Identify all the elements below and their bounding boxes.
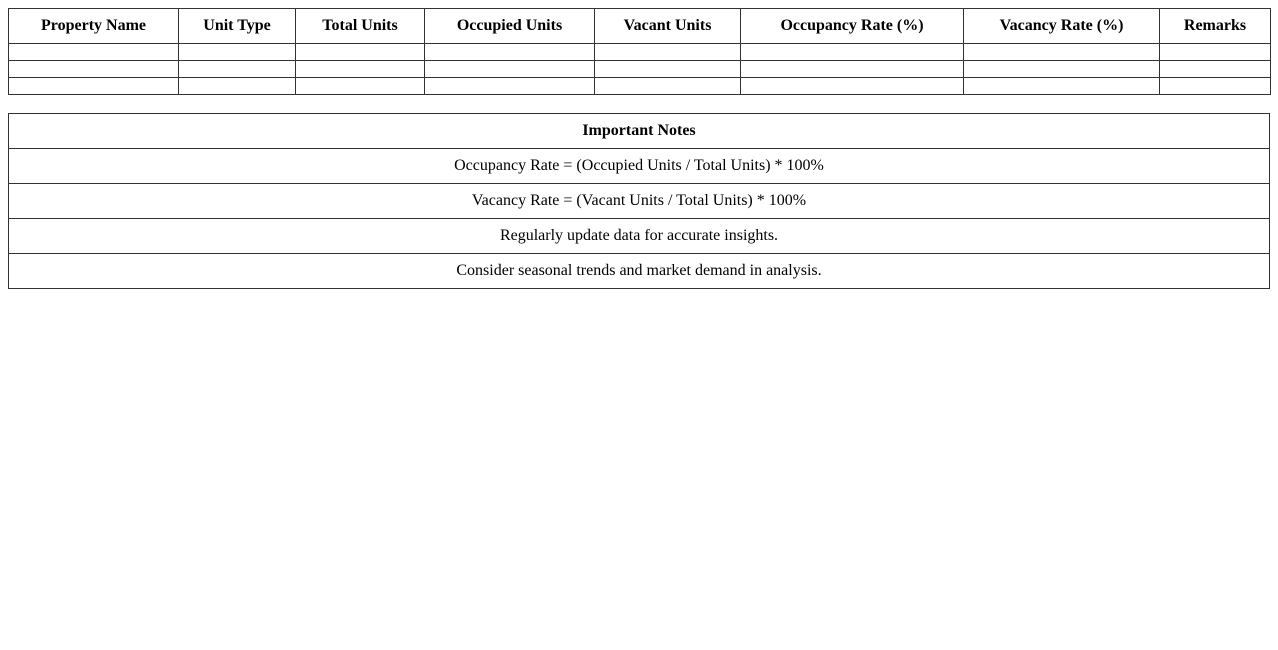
note-seasonal-trends: Consider seasonal trends and market demand in analysis. [9, 254, 1270, 289]
column-header-total-units: Total Units [296, 9, 425, 44]
table-cell [425, 78, 595, 95]
table-cell [9, 44, 179, 61]
note-row [9, 149, 1270, 184]
important-notes-table [8, 113, 1270, 289]
table-cell [1160, 78, 1271, 95]
column-header-occupancy-rate: Occupancy Rate (%) [741, 9, 964, 44]
table-cell [741, 44, 964, 61]
column-header-property-name: Property Name [9, 9, 179, 44]
column-header-vacant-units: Vacant Units [595, 9, 741, 44]
table-cell [296, 44, 425, 61]
table-row [9, 78, 1271, 95]
table-cell [425, 61, 595, 78]
table-cell [595, 78, 741, 95]
table-cell [179, 61, 296, 78]
column-header-unit-type: Unit Type [179, 9, 296, 44]
table-cell [296, 61, 425, 78]
column-header-occupied-units: Occupied Units [425, 9, 595, 44]
note-occupancy-formula: Occupancy Rate = (Occupied Units / Total Units) * 100% [9, 149, 1270, 184]
table-cell [964, 61, 1160, 78]
note-row [9, 254, 1270, 289]
table-cell [1160, 61, 1271, 78]
table-header-row [9, 9, 1271, 44]
notes-header-row [9, 114, 1270, 149]
table-cell [179, 44, 296, 61]
table-cell [296, 78, 425, 95]
note-update-data: Regularly update data for accurate insights. [9, 219, 1270, 254]
occupancy-table [8, 8, 1271, 95]
column-header-vacancy-rate: Vacancy Rate (%) [964, 9, 1160, 44]
table-cell [964, 78, 1160, 95]
table-cell [741, 78, 964, 95]
table-cell [425, 44, 595, 61]
table-cell [9, 61, 179, 78]
table-cell [741, 61, 964, 78]
note-vacancy-formula: Vacancy Rate = (Vacant Units / Total Units) * 100% [9, 184, 1270, 219]
table-row [9, 61, 1271, 78]
table-cell [1160, 44, 1271, 61]
table-cell [964, 44, 1160, 61]
table-cell [9, 78, 179, 95]
table-cell [179, 78, 296, 95]
table-cell [595, 61, 741, 78]
note-row [9, 184, 1270, 219]
note-row [9, 219, 1270, 254]
table-row [9, 44, 1271, 61]
table-cell [595, 44, 741, 61]
notes-title: Important Notes [9, 114, 1270, 149]
column-header-remarks: Remarks [1160, 9, 1271, 44]
